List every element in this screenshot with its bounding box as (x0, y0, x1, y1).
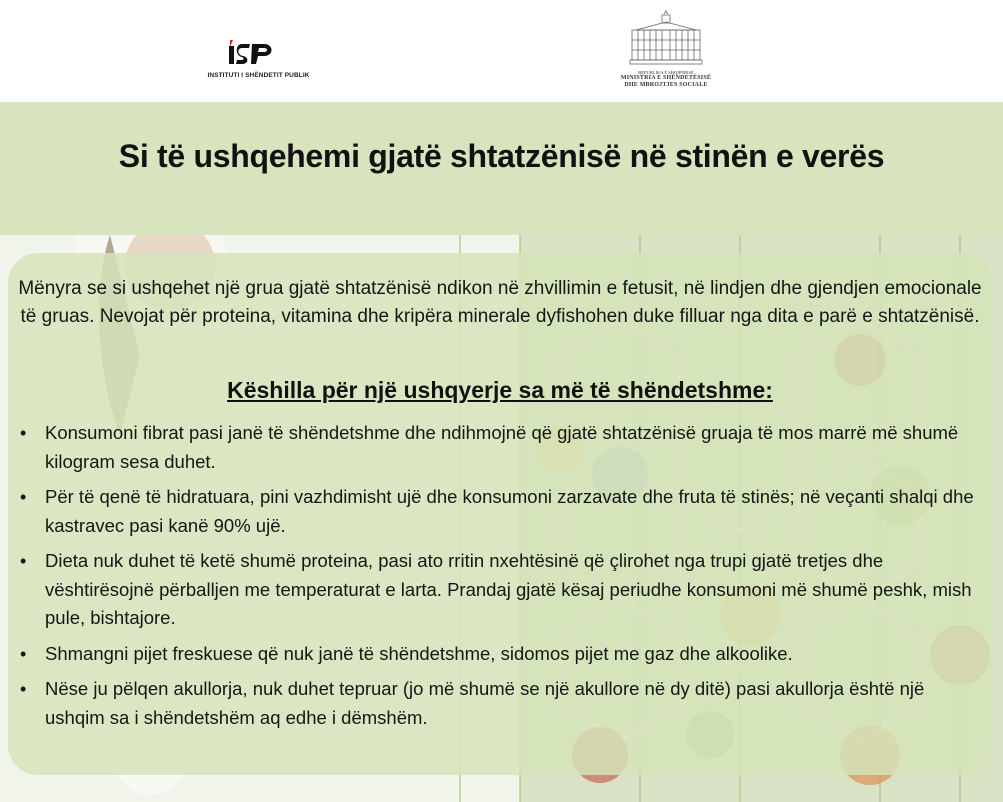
content-panel (8, 253, 992, 775)
ministry-line-2: MINISTRIA E SHËNDETËSISË (620, 75, 712, 82)
bullet-marker: • (20, 643, 27, 664)
intro-paragraph: Mënyra se si ushqehet një grua gjatë shtatzënisë ndikon në zhvillimin e fetusit, në lindjen dhe gjendjen emocionale të gruas. Nevojat për proteina, vitamina dhe kripëra minerale dyfishohen duke filluar nga dita e parë e shtatzënisë. (18, 278, 982, 327)
list-item-text: Për të qenë të hidratuara, pini vazhdimisht ujë dhe konsumoni zarzavate dhe fruta të stinës; në veçanti shalqi dhe kastravec pasi kanë 90% ujë. (45, 486, 974, 536)
list-item (18, 640, 982, 669)
list-item (18, 419, 982, 476)
title-band (0, 102, 1003, 235)
isp-logo-text: INSTITUTI I SHËNDETIT PUBLIK (207, 72, 310, 79)
list-item (18, 675, 982, 732)
list-item-text: Nëse ju pëlqen akullorja, nuk duhet tepruar (jo më shumë se një akullore në dy ditë) pasi akullorja është një ushqim sa i shëndetshëm aq edhe i dëmshëm. (45, 678, 925, 728)
advice-heading: Këshilla për një ushqyerje sa më të shëndetshme: (227, 377, 773, 403)
bullet-marker: • (20, 679, 27, 699)
header (0, 0, 1003, 100)
list-item (18, 547, 982, 633)
list-item-text: Shmangni pijet freskuese që nuk janë të shëndetshme, sidomos pijet me gaz dhe alkoolike. (45, 642, 793, 664)
ministry-logo-text (606, 70, 726, 89)
page-title: Si të ushqehemi gjatë shtatzënisë në stinën e verës (118, 138, 885, 174)
isp-logo-mark (224, 38, 294, 68)
tips-list (18, 419, 982, 739)
ministry-line-3: DHE MBROJTJES SOCIALE (624, 82, 708, 89)
ministry-building-icon (626, 10, 706, 66)
ministry-logo (606, 10, 726, 95)
list-item-text: Konsumoni fibrat pasi janë të shëndetshme dhe ndihmojnë që gjatë shtatzënisë gruaja të mos marrë më shumë kilogram sesa duhet. (45, 422, 959, 472)
bullet-marker: • (20, 487, 27, 507)
bullet-marker: • (20, 423, 27, 443)
list-item-text: Dieta nuk duhet të ketë shumë proteina, pasi ato rritin nxehtësinë që çlirohet nga trupi gjatë tretjes dhe vështirësojnë përballjen me temperaturat e larta. Prandaj gjatë kësaj periudhe konsumoni më shumë peshk, mish pule, bishtajore. (45, 550, 972, 628)
isp-logo (196, 38, 321, 88)
bullet-marker: • (20, 551, 27, 571)
ministry-line-1: REPUBLIKA E SHQIPËRISË (638, 70, 694, 75)
list-item (18, 483, 982, 540)
